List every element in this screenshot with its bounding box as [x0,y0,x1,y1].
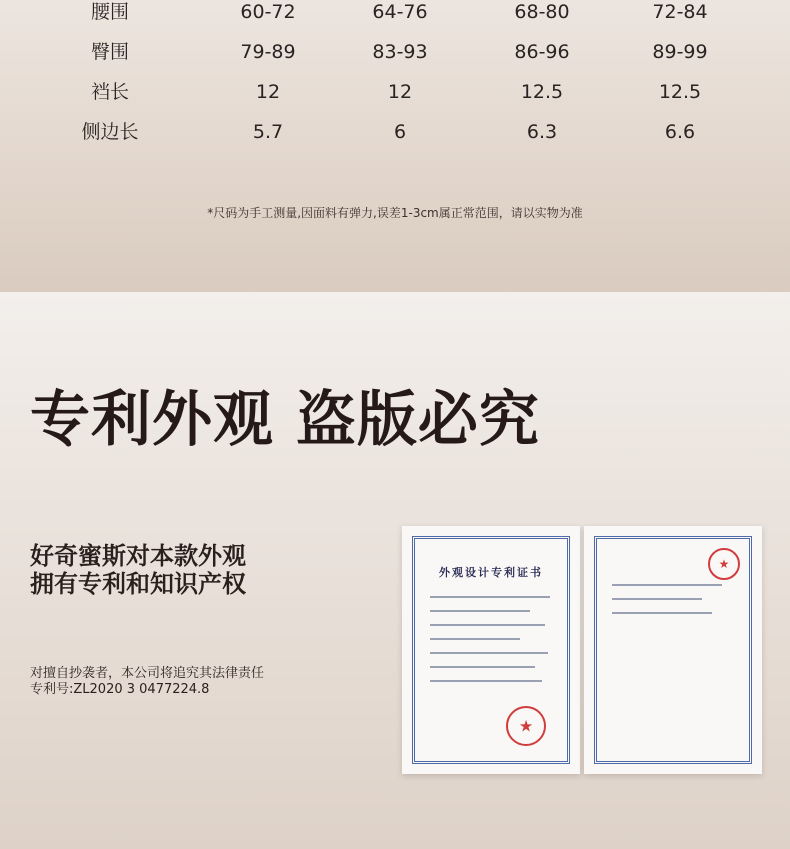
official-seal-icon: ★ [506,706,546,746]
text-line [430,596,550,598]
patent-certificate-back [584,526,762,774]
patent-section [0,292,790,849]
table-cell: 12.5 [520,81,564,103]
text-line [430,624,545,626]
text-line [430,666,535,668]
row-label: 臀围 [90,41,129,63]
table-cell: 83-93 [372,41,428,63]
table-cell: 6 [393,121,407,143]
table-cell: 79-89 [240,41,296,63]
row-label: 侧边长 [81,121,139,143]
table-row [0,32,790,72]
text-line [430,652,548,654]
certificate-title: 外观设计专利证书 [439,566,543,579]
text-line [612,598,702,600]
official-seal-icon: ★ [708,548,740,580]
text-line [430,610,530,612]
text-line [430,638,520,640]
table-cell: 12 [255,81,281,103]
table-cell: 64-76 [372,1,428,23]
measurement-note: *尺码为手工测量,因面料有弹力,误差1-3cm属正常范围，请以实物为准 [207,206,583,220]
text-line [612,584,722,586]
patent-headline: 专利外观 盗版必究 [30,385,540,455]
table-cell: 68-80 [514,1,570,23]
patent-subtitle-line2: 拥有专利和知识产权 [30,570,246,598]
table-cell: 6.6 [664,121,696,143]
table-cell: 60-72 [240,1,296,23]
patent-number: 专利号:ZL2020 3 0477224.8 [30,682,210,697]
table-row [0,0,790,32]
text-line [612,612,712,614]
patent-subtitle-line1: 好奇蜜斯对本款外观 [30,542,246,570]
warning-text: 对擅自抄袭者，本公司将追究其法律责任 [30,666,265,681]
text-line [430,680,542,682]
row-label: 腰围 [90,1,129,23]
size-table-section [0,0,790,292]
table-cell: 72-84 [652,1,708,23]
table-cell: 6.3 [526,121,558,143]
table-cell: 12.5 [658,81,702,103]
patent-certificate-front [402,526,580,774]
row-label: 裆长 [90,81,129,103]
table-row [0,72,790,112]
table-cell: 12 [387,81,413,103]
table-cell: 5.7 [252,121,284,143]
table-row [0,112,790,152]
table-cell: 89-99 [652,41,708,63]
table-cell: 86-96 [514,41,570,63]
